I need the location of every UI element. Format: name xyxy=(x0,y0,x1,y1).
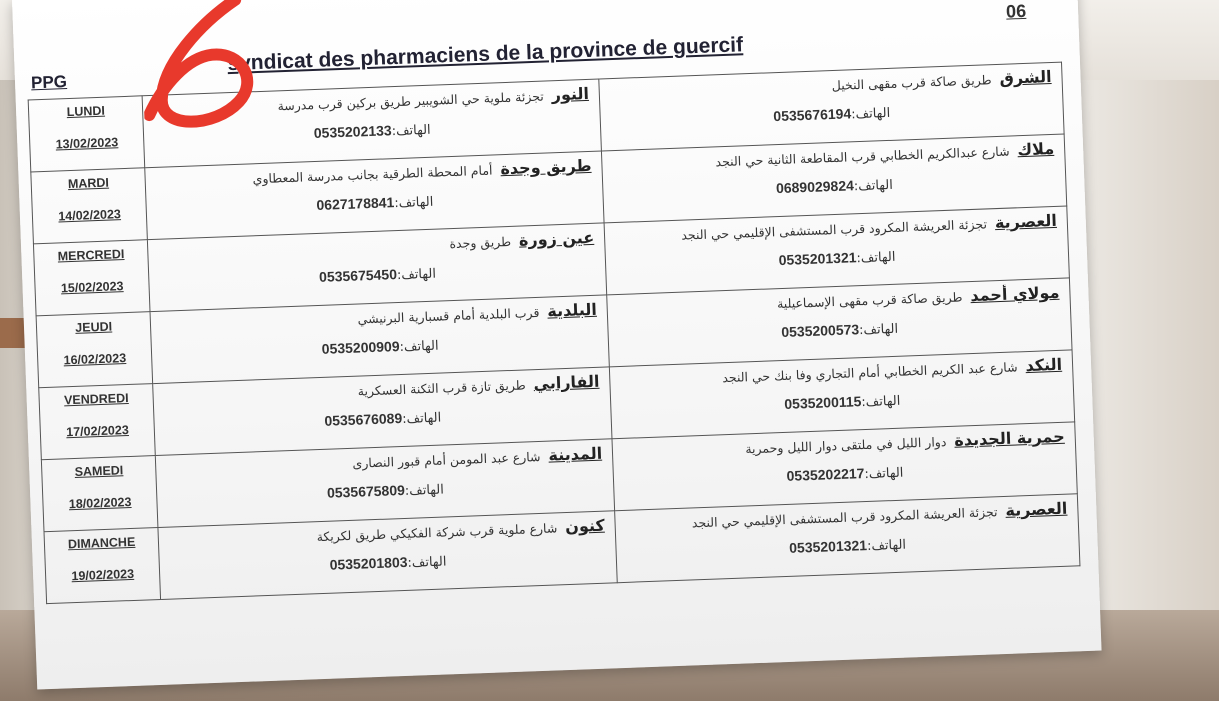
pharmacy-phone-line xyxy=(621,386,1063,419)
pharmacy-address: تجزئة العريشة المكرود قرب المستشفى الإقليمي حي النجد xyxy=(691,504,998,531)
day-date: 14/02/2023 xyxy=(58,207,122,224)
document-title: syndicat des pharmaciens de la province de guercif xyxy=(227,33,744,76)
phone-number: 0535201321 xyxy=(778,249,857,269)
pharmacy-name: الفارابي xyxy=(533,371,600,394)
phone-number: 0535676194 xyxy=(773,105,852,125)
pharmacy-phone-line xyxy=(154,115,590,148)
phone-number: 0535200573 xyxy=(780,321,860,341)
phone-number: 0535201321 xyxy=(788,537,868,556)
phone-label: الهاتف: xyxy=(401,410,442,427)
phone-number: 0535200115 xyxy=(784,393,862,412)
pharmacy-name: كنون xyxy=(564,515,606,537)
phone-label: الهاتف: xyxy=(394,194,434,212)
phone-label: الهاتف: xyxy=(407,554,447,571)
pharmacy-name: البلدية xyxy=(546,299,598,321)
pharmacy-name: العصرية xyxy=(994,210,1058,233)
pharmacy-name: النور xyxy=(551,83,590,105)
day-cell xyxy=(39,384,156,460)
day-name: LUNDI xyxy=(66,103,106,120)
pharmacy-name: عين زورة xyxy=(518,227,595,250)
pharmacy-phone-line xyxy=(624,458,1066,491)
pharmacy-address: تجزئة ملوية حي الشويبير طريق بركين قرب مدرسة xyxy=(277,88,544,114)
pharmacy-name: الشرق xyxy=(999,66,1052,88)
day-name: DIMANCHE xyxy=(67,534,136,552)
phone-label: الهاتف: xyxy=(864,465,904,483)
phone-label: الهاتف: xyxy=(861,393,901,411)
document-content xyxy=(22,0,1081,605)
pharmacy-address: شارع عبد الكريم الخطابي أمام التجاري وفا بنك حي النجد xyxy=(722,359,1018,386)
phone-label: الهاتف: xyxy=(396,266,437,284)
pharmacy-phone-line xyxy=(619,314,1061,347)
day-name: MARDI xyxy=(67,175,110,192)
day-name: VENDREDI xyxy=(63,390,129,408)
phone-label: الهاتف: xyxy=(404,482,445,499)
pharmacy-address: قرب البلدية أمام قسبارية البرنيشي xyxy=(357,304,540,327)
day-date: 13/02/2023 xyxy=(55,135,119,152)
pharmacy-address: طريق صاكة قرب مقهى النخيل xyxy=(831,72,992,94)
day-date: 17/02/2023 xyxy=(65,423,130,440)
phone-number: 0535675809 xyxy=(326,481,406,501)
pharmacy-address: طريق صاكة قرب مقهى الإسماعيلية xyxy=(776,289,963,312)
pharmacy-name: حمرية الجديدة xyxy=(953,426,1066,450)
paper-sheet xyxy=(12,0,1102,690)
pharmacy-name: المدينة xyxy=(548,443,603,465)
day-name: SAMEDI xyxy=(74,463,124,480)
pharmacy-phone-line xyxy=(616,242,1058,275)
on-duty-schedule-table xyxy=(28,62,1081,605)
day-cell xyxy=(33,240,150,316)
phone-number: 0535202217 xyxy=(786,465,865,484)
phone-label: الهاتف: xyxy=(391,122,431,140)
phone-label: الهاتف: xyxy=(850,105,891,123)
phone-number: 0535675450 xyxy=(318,266,398,285)
day-date: 16/02/2023 xyxy=(63,351,127,368)
pharmacy-address: شارع عبد المومن أمام قبور النصارى xyxy=(352,448,541,471)
pharmacy-phone-line xyxy=(159,259,595,292)
day-cell xyxy=(41,456,158,532)
pharmacy-address: طريق تازة قرب الثكنة العسكرية xyxy=(357,377,526,399)
phone-number: 0627178841 xyxy=(316,194,395,213)
pharmacy-phone-line xyxy=(611,98,1053,131)
phone-number: 0535201803 xyxy=(329,553,408,573)
day-name: MERCREDI xyxy=(57,247,125,264)
pharmacy-name: مولاي أحمد xyxy=(970,282,1060,306)
phone-label: الهاتف: xyxy=(866,537,907,555)
day-date: 18/02/2023 xyxy=(68,494,132,512)
pharmacy-name: طريق وجدة xyxy=(500,155,592,179)
day-date: 15/02/2023 xyxy=(60,279,124,296)
day-cell xyxy=(31,168,148,244)
pharmacy-name: النكد xyxy=(1025,354,1063,376)
day-name: JEUDI xyxy=(75,319,113,335)
pharmacy-phone-line xyxy=(613,170,1055,203)
pharmacy-phone-line xyxy=(157,187,593,220)
page-number: 06 xyxy=(1005,0,1027,22)
pharmacy-address: أمام المحطة الطرقية بجانب مدرسة المعطاوي xyxy=(252,162,493,187)
pharmacy-address: شارع عبدالكريم الخطابي قرب المقاطعة الثانية حي النجد xyxy=(715,143,1010,170)
pharmacy-address: طريق وجدة xyxy=(449,233,512,252)
day-cell xyxy=(36,312,153,388)
pharmacy-phone-line xyxy=(627,530,1069,563)
phone-label: الهاتف: xyxy=(856,249,896,267)
pharmacy-address: تجزئة العريشة المكرود قرب المستشفى الإقليمي حي النجد xyxy=(681,216,988,243)
pharmacy-phone-line xyxy=(167,475,603,508)
pharmacy-address: دوار الليل في ملتقى دوار الليل وحمرية xyxy=(745,434,947,457)
phone-number: 0689029824 xyxy=(775,177,855,197)
day-cell xyxy=(44,527,161,603)
pharmacy-cell xyxy=(158,511,617,600)
pharmacy-address: شارع ملوية قرب شركة الفكيكي طريق لكريكة xyxy=(316,520,558,545)
pharmacy-name: ملاك xyxy=(1017,138,1055,160)
day-cell xyxy=(28,96,145,172)
day-date: 19/02/2023 xyxy=(71,566,135,584)
phone-number: 0535202133 xyxy=(313,122,392,142)
pharmacy-phone-line xyxy=(165,403,601,436)
pharmacy-phone-line xyxy=(162,331,598,364)
ppg-label: PPG xyxy=(30,72,68,93)
phone-label: الهاتف: xyxy=(399,338,439,356)
phone-number: 0535676089 xyxy=(324,409,403,429)
phone-number: 0535200909 xyxy=(321,338,400,357)
pharmacy-name: العصرية xyxy=(1005,498,1068,520)
pharmacy-phone-line xyxy=(170,547,606,580)
phone-label: الهاتف: xyxy=(858,321,899,339)
phone-label: الهاتف: xyxy=(853,177,894,195)
